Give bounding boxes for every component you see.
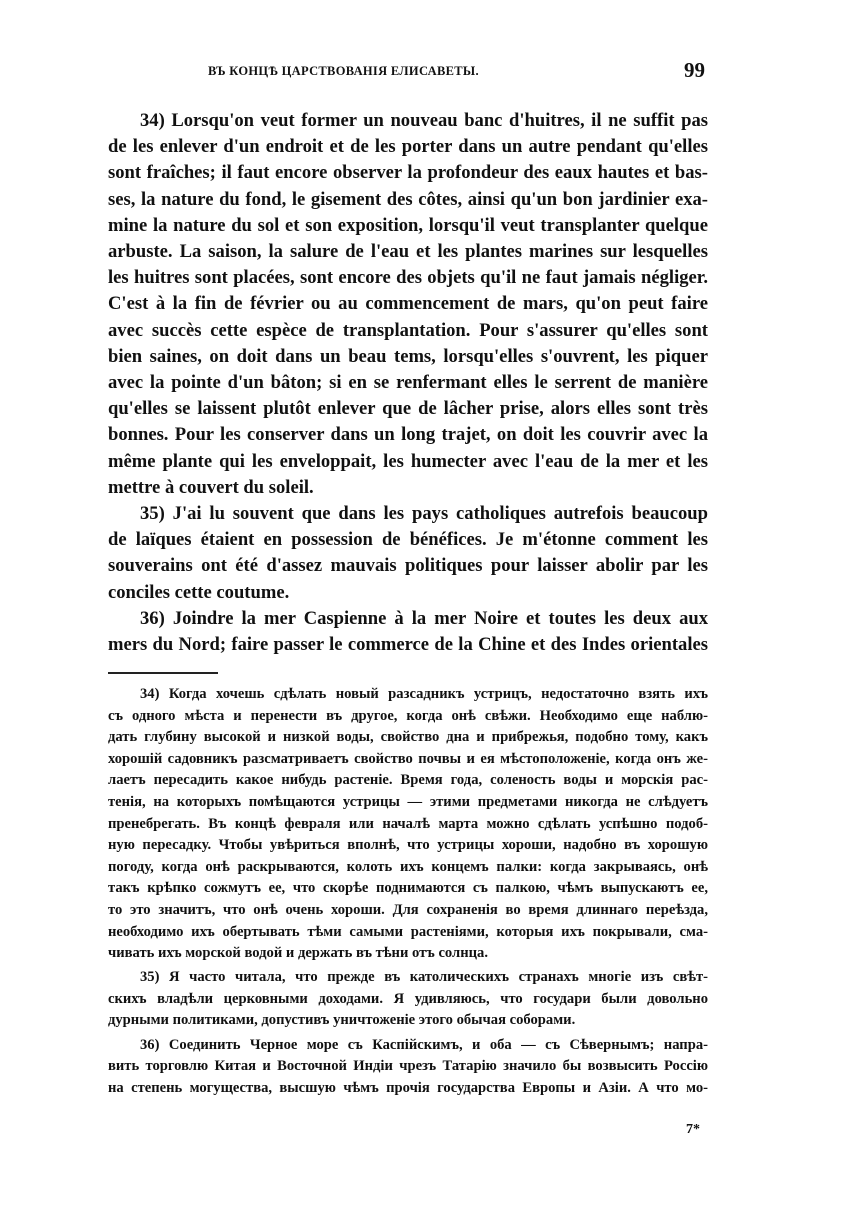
footnote-line: пренебрегать. Въ концѣ февраля или началѣ марта можно сдѣлать успѣшно подоб- xyxy=(108,815,708,832)
footnote-line: 34) Когда хочешь сдѣлать новый разсадникъ устрицъ, недостаточно взять ихъ xyxy=(140,686,708,702)
main-line: les huitres sont placées, sont encore des objets qu'il ne faut jamais négliger. xyxy=(108,267,708,289)
footnote-line: такъ крѣпко сожмутъ ее, что скорѣе поднимаются съ палкою, чѣмъ выпускаютъ ее, xyxy=(108,880,708,897)
main-line: 34) Lorsqu'on veut former un nouveau banc d'huitres, il ne suffit pas xyxy=(140,110,708,131)
main-line: mettre à couvert du soleil. xyxy=(108,476,314,498)
footnote-paragraph xyxy=(108,684,708,965)
main-line: de laïques étaient en possession de bénéfices. Je m'étonne comment les xyxy=(108,529,708,551)
main-paragraph xyxy=(108,606,708,658)
main-line: bonnes. Pour les conserver dans un long trajet, on doit les couvrir avec la xyxy=(108,424,708,446)
footnote-line: дать глубину высокой и низкой воды, свойство дна и прибрежья, подобно тому, какъ xyxy=(108,729,708,746)
footnote-divider xyxy=(108,672,218,674)
footnote-line: хорошій садовникъ разсматриваетъ свойство почвы и ея мѣстоположеніе, когда онъ же- xyxy=(108,750,708,767)
main-line: 35) J'ai lu souvent que dans les pays catholiques autrefois beaucoup xyxy=(140,503,708,525)
footnote-line: погоду, когда онѣ раскрываются, колоть ихъ концемъ палки: когда закрываясь, онѣ xyxy=(108,858,708,875)
footnote-line: скихъ владѣли церковными доходами. Я удивляюсь, что государи были довольно xyxy=(108,990,708,1007)
main-line: C'est à la fin de février ou au commencement de mars, qu'on peut faire xyxy=(108,293,708,315)
footnote-paragraph xyxy=(108,1035,708,1100)
main-line: conciles cette coutume. xyxy=(108,581,290,603)
main-line: qu'elles se laissent plutôt enlever que de lâcher prise, alors elles sont très xyxy=(108,398,708,420)
main-line: mers du Nord; faire passer le commerce de la Chine et des Indes orientales xyxy=(108,634,708,656)
main-line: mine la nature du sol et son exposition, lorsqu'il veut transplanter quelque xyxy=(108,214,708,236)
footnote-line: 36) Соединить Черное море съ Каспійскимъ, и оба — съ Сѣвернымъ; напра- xyxy=(140,1036,708,1053)
main-line: même plante qui les enveloppait, les humecter avec l'eau de la mer et les xyxy=(108,450,708,472)
footnote-line: тенія, на которыхъ помѣщаются устрицы — этими предметами никогда не слѣдуетъ xyxy=(108,793,708,810)
footnote-line: то это значитъ, что онѣ очень хороши. Для сохраненія во время длиннаго переѣзда, xyxy=(108,901,708,918)
main-line: sont fraîches; il faut encore observer la profondeur des eaux hautes et bas- xyxy=(108,162,708,184)
footnote-paragraph xyxy=(108,967,708,1032)
main-paragraph xyxy=(108,501,708,606)
footnote-line: лаетъ пересадить какое нибудь растеніе. Время года, соленость воды и морскія рас- xyxy=(108,772,708,789)
footnote-line: 35) Я часто читала, что прежде въ католическихъ странахъ многіе изъ свѣт- xyxy=(140,969,708,986)
footnote-line: необходимо ихъ обертывать тѣми самыми растеніями, которыя ихъ покрывали, сма- xyxy=(108,923,708,940)
footnote-line: ную пересадку. Чтобы увѣриться вполнѣ, что устрицы хороши, надобно въ хорошую xyxy=(108,837,708,854)
page-number: 99 xyxy=(684,58,705,82)
footnote-line: на степень могущества, высшую чѣмъ прочія государства Европы и Азіи. А что мо- xyxy=(108,1079,708,1096)
running-title: ВЪ КОНЦѢ ЦАРСТВОВАНІЯ ЕЛИСАВЕТЫ. xyxy=(208,64,479,78)
main-text xyxy=(108,108,708,658)
main-line: ses, la nature du fond, le gisement des côtes, ainsi qu'un bon jardinier exa- xyxy=(108,188,708,210)
main-line: de les enlever d'un endroit et de les porter dans un autre pendant qu'elles xyxy=(108,136,708,158)
footnote-line: чивать ихъ морской водой и держать въ тѣни отъ солнца. xyxy=(108,945,488,962)
footnote-line: вить торговлю Китая и Восточной Индіи чрезъ Татарію значило бы возвысить Россію xyxy=(108,1058,708,1075)
footnote-line: съ одного мѣста и перенести въ другое, когда онѣ свѣжи. Необходимо еще наблю- xyxy=(108,707,708,724)
signature-mark: 7* xyxy=(686,1122,700,1137)
footnotes xyxy=(108,684,708,1099)
main-line: bien saines, on doit dans un beau tems, lorsqu'elles s'ouvrent, les piquer xyxy=(108,345,708,367)
main-line: arbuste. La saison, la salure de l'eau et les plantes marines sur lesquelles xyxy=(108,241,708,263)
main-line: souverains ont été d'assez mauvais politiques pour laisser abolir par les xyxy=(108,555,708,577)
main-line: avec la pointe d'un bâton; si en se renfermant elles le serrent de manière xyxy=(108,372,708,394)
footnote-line: дурными политиками, допустивъ уничтоженіе этого обычая соборами. xyxy=(108,1012,576,1029)
main-line: avec succès cette espèce de transplantation. Pour s'assurer qu'elles sont xyxy=(108,319,708,341)
main-line: 36) Joindre la mer Caspienne à la mer Noire et toutes les deux aux xyxy=(140,607,708,629)
main-paragraph xyxy=(108,108,708,501)
